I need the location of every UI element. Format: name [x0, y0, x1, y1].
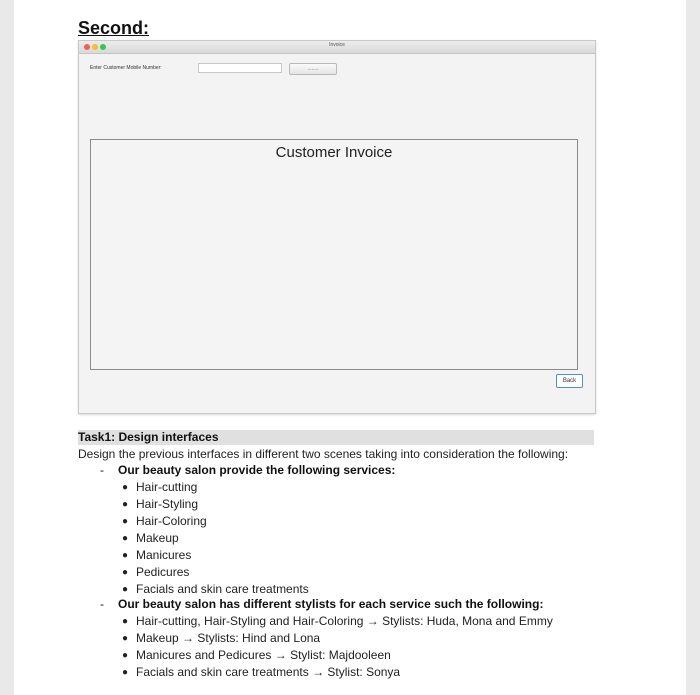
stylist-item-text: Hair-cutting, Hair-Styling and Hair-Coloring → Stylists: Huda, Mona and Emmy	[136, 614, 553, 628]
service-item-text: Hair-cutting	[136, 480, 198, 494]
section-heading: Second:	[78, 18, 150, 38]
invoice-title: Customer Invoice	[275, 144, 393, 161]
service-item-text: Pedicures	[136, 565, 190, 579]
task-title: Task1: Design interfaces	[78, 430, 594, 445]
stylists-heading-text: Our beauty salon has different stylists for each service such the following:	[118, 597, 544, 611]
service-item: ● Hair-cutting	[122, 480, 198, 494]
service-item: ● Hair-Styling	[122, 497, 199, 511]
service-item: ● Hair-Coloring	[122, 514, 207, 528]
stylist-item: ● Facials and skin care treatments → Stylist: Sonya	[122, 665, 401, 679]
stylists-heading	[100, 597, 544, 612]
service-item: ● Pedicures	[122, 565, 190, 579]
service-item: ● Manicures	[122, 548, 192, 562]
window-title: Invoice	[329, 42, 345, 48]
service-item: ● Facials and skin care treatments	[122, 582, 309, 596]
stylist-item-text: Manicures and Pedicures → Stylist: Majdooleen	[136, 648, 391, 662]
stylist-item: ● Hair-cutting, Hair-Styling and Hair-Coloring → Stylists: Huda, Mona and Emmy	[122, 614, 553, 628]
stylist-item: ● Makeup → Stylists: Hind and Lona	[122, 631, 321, 645]
service-item: ● Makeup	[122, 531, 179, 545]
stylist-item-text: Facials and skin care treatments → Stylist: Sonya	[136, 665, 401, 679]
services-heading-text: Our beauty salon provide the following services:	[118, 463, 396, 477]
services-heading	[100, 463, 396, 478]
service-item-text: Makeup	[136, 531, 179, 545]
mobile-number-label: Enter Customer Mobile Number:	[90, 65, 162, 71]
service-item-text: Hair-Styling	[136, 497, 199, 511]
invoice-window	[78, 40, 596, 414]
dash-marker: -	[100, 597, 104, 611]
back-button[interactable]: Back	[556, 374, 583, 388]
window-titlebar	[79, 41, 595, 54]
search-button[interactable]: ........	[289, 63, 337, 75]
service-item-text: Hair-Coloring	[136, 514, 207, 528]
invoice-text-area[interactable]	[90, 139, 578, 370]
stylist-item-text: Makeup → Stylists: Hind and Lona	[136, 631, 321, 645]
task-intro: Design the previous interfaces in different two scenes taking into consideration the following:	[78, 447, 569, 461]
stylist-item: ● Manicures and Pedicures → Stylist: Majdooleen	[122, 648, 391, 662]
dash-marker: -	[100, 463, 104, 477]
service-item-text: Manicures	[136, 548, 192, 562]
service-item-text: Facials and skin care treatments	[136, 582, 309, 596]
mobile-number-input[interactable]	[198, 63, 282, 73]
